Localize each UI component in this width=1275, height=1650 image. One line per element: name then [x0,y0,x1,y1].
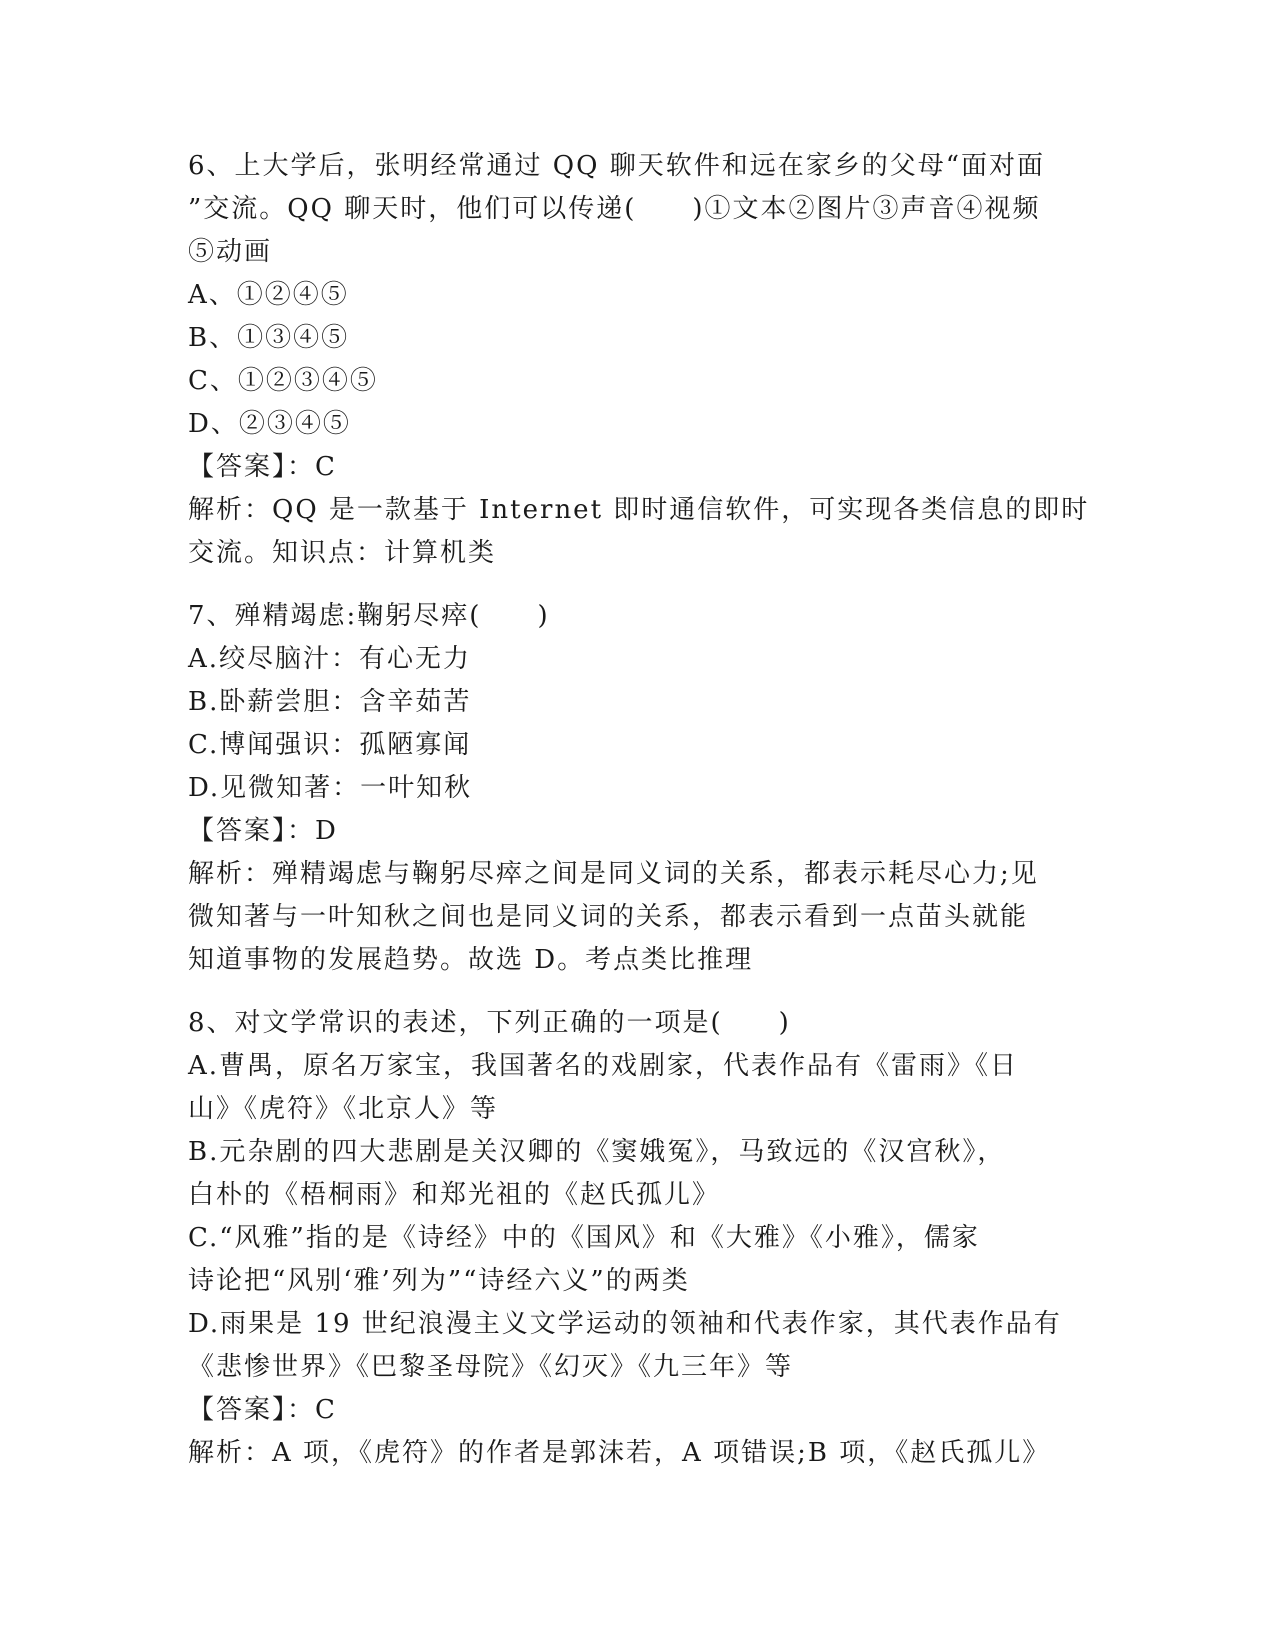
option-d: D.雨果是 19 世纪浪漫主义文学运动的领袖和代表作家，其代表作品有 [188,1309,1062,1339]
option-c: C.博闻强识：孤陋寡闻 [188,730,472,760]
option-a-continued: 山》《虎符》《北京人》等 [188,1094,499,1124]
answer-line: 【答案】：D [188,816,338,846]
spacer [188,575,1088,595]
option-b: B、①③④⑤ [188,323,350,353]
option-c: C、①②③④⑤ [188,366,378,396]
option-a: A.曹禺，原名万家宝，我国著名的戏剧家，代表作品有《雷雨》《日 [188,1051,1019,1081]
option-a: A.绞尽脑汁：有心无力 [188,644,472,674]
option-a: A、①②④⑤ [188,280,349,310]
question-text-line: ⑤动画 [188,237,273,267]
analysis-line: 交流。知识点：计算机类 [188,538,497,568]
option-c-continued: 诗论把“风别‘雅’列为”“诗经六义”的两类 [188,1266,690,1296]
question-6 [188,145,1088,575]
question-text-line: 8、对文学常识的表述，下列正确的一项是( ) [188,1008,791,1038]
answer-line: 【答案】：C [188,452,337,482]
option-d: D.见微知著：一叶知秋 [188,773,473,803]
question-text-line: 7、殚精竭虑:鞠躬尽瘁( ) [188,601,550,631]
analysis-line: 微知著与一叶知秋之间也是同义词的关系，都表示看到一点苗头就能 [188,902,1029,932]
analysis-line: 解析：殚精竭虑与鞠躬尽瘁之间是同义词的关系，都表示耗尽心力;见 [188,859,1039,889]
question-7 [188,595,1088,982]
question-8 [188,1002,1088,1475]
answer-line: 【答案】：C [188,1395,337,1425]
option-d: D、②③④⑤ [188,409,351,439]
question-text-line: 6、上大学后，张明经常通过 QQ 聊天软件和远在家乡的父母“面对面 [188,151,1045,181]
analysis-line: 解析：QQ 是一款基于 Internet 即时通信软件，可实现各类信息的即时 [188,495,1090,525]
question-text-line: ”交流。QQ 聊天时，他们可以传递( )①文本②图片③声音④视频 [188,194,1041,224]
option-b: B.元杂剧的四大悲剧是关汉卿的《窦娥冤》，马致远的《汉宫秋》， [188,1137,1006,1167]
analysis-line: 解析：A 项，《虎符》的作者是郭沫若，A 项错误;B 项，《赵氏孤儿》 [188,1438,1051,1468]
analysis-line: 知道事物的发展趋势。故选 D。考点类比推理 [188,945,754,975]
document-page [188,145,1088,1475]
option-b-continued: 白朴的《梧桐雨》和郑光祖的《赵氏孤儿》 [188,1180,721,1210]
option-d-continued: 《悲惨世界》《巴黎圣母院》《幻灭》《九三年》等 [188,1352,794,1382]
spacer [188,982,1088,1002]
option-c: C.“风雅”指的是《诗经》中的《国风》和《大雅》《小雅》，儒家 [188,1223,980,1253]
option-b: B.卧薪尝胆：含辛茹苦 [188,687,472,717]
